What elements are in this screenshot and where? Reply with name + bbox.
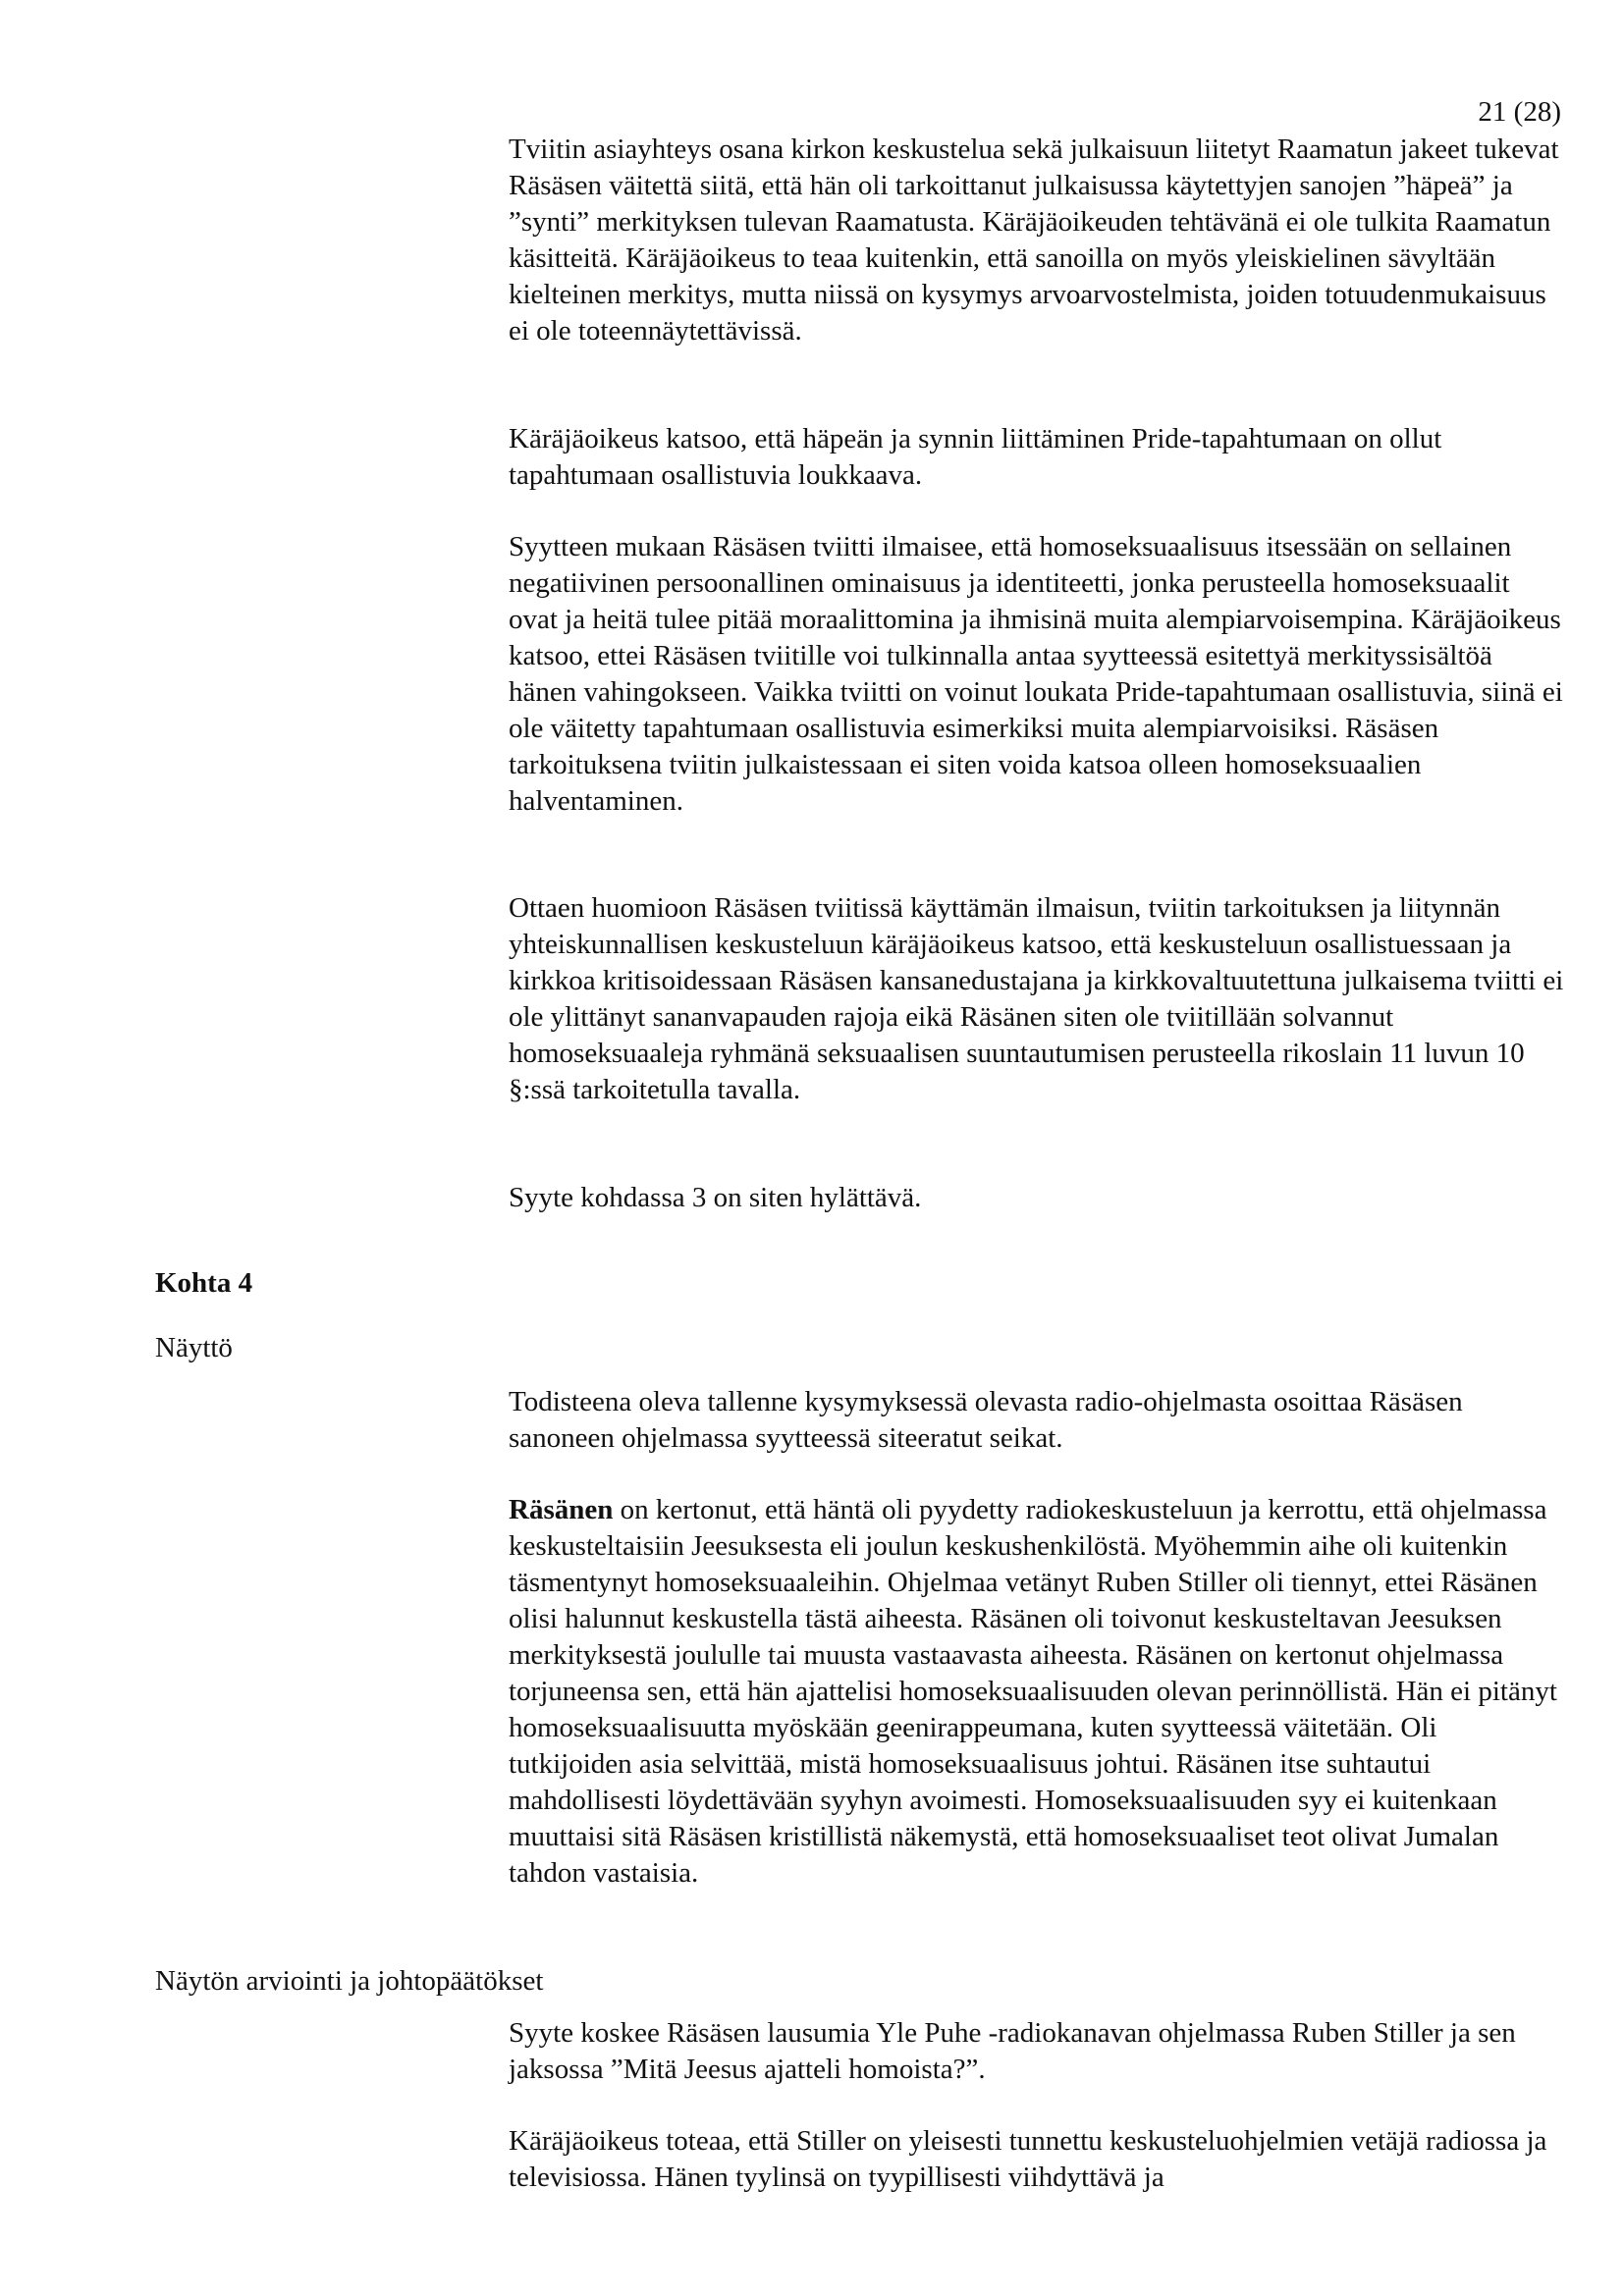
paragraph-text: Ottaen huomioon Räsäsen tviitissä käyttämän ilmaisun, tviitin tarkoituksen ja liitynnän yhteiskunnallisen keskusteluun käräjäoikeus katsoo, että keskusteluun osallistuessaan ja kirkkoa kritisoidessaan Räsäsen kansanedustajana ja kirkkovaltuutettuna julkaisema tviitti ei ole ylittänyt sananvapauden rajoja eikä Räsänen siten ole tviitillään solvannut homoseksuaaleja ryhmänä seksuaalisen suuntautumisen perusteella rikoslain 11 luvun 10 §:ssä tarkoitetulla tavalla. — [509, 892, 1564, 1105]
paragraph-text — [509, 1492, 1564, 1892]
paragraph-text: Todisteena oleva tallenne kysymyksessä olevasta radio-ohjelmasta osoittaa Räsäsen sanoneen ohjelmassa syytteessä siteeratut seikat. — [509, 1386, 1463, 1454]
side-label-evidence: Näyttö — [155, 1332, 233, 1363]
paragraph-text: Syytteen mukaan Räsäsen tviitti ilmaisee, että homoseksuaalisuus itsessään on sellainen negatiivinen persoonallinen ominaisuus ja identiteetti, jonka perusteella homoseksuaalit ovat ja heitä tulee pitää moraalittomina ja ihmisinä muita alempiarvoisempina. Käräjäoikeus katsoo, ettei Räsäsen tviitille voi tulkinnalla antaa syytteessä esitettyä merkityssisältöä hänen vahingokseen. Vaikka tviitti on voinut loukata Pride-tapahtumaan osallistuvia, siinä ei ole väitetty tapahtumaan osallistuvia esimerkiksi muita alempiarvoisiksi. Räsäsen tarkoituksena tviitin julkaistessaan ei siten voida katsoa olleen homoseksuaalien halventaminen. — [509, 531, 1563, 817]
section-heading-kohta-4: Kohta 4 — [155, 1267, 253, 1299]
paragraph-charge-dismissed — [509, 1180, 1564, 1216]
page-number: 21 (28) — [1478, 96, 1561, 128]
bold-name: Räsänen — [509, 1494, 614, 1525]
paragraph-text: Käräjäoikeus katsoo, että häpeän ja synnin liittäminen Pride-tapahtumaan on ollut tapahtumaan osallistuvia loukkaava. — [509, 423, 1442, 491]
side-label-evidence-assessment: Näytön arviointi ja johtopäätökset — [155, 1965, 544, 1997]
paragraph-text: Syyte koskee Räsäsen lausumia Yle Puhe -radiokanavan ohjelmassa Ruben Stiller ja sen jaksossa ”Mitä Jeesus ajatteli homoista?”. — [509, 2017, 1516, 2085]
paragraph-text: Syyte kohdassa 3 on siten hylättävä. — [509, 1182, 922, 1213]
paragraph-charge-interpretation — [509, 529, 1564, 820]
paragraph-text: Tviitin asiayhteys osana kirkon keskustelua sekä julkaisuun liitetyt Raamatun jakeet tukevat Räsäsen väitettä siitä, että hän oli tarkoittanut julkaisussa käytettyjen sanojen ”häpeä” ja ”synti” merkityksen tulevan Raamatusta. Käräjäoikeuden tehtävänä ei ole tulkita Raamatun käsitteitä. Käräjäoikeus to teaa kuitenkin, että sanoilla on myös yleiskielinen sävyltään kielteinen merkitys, mutta niissä on kysymys arvoarvostelmista, joiden totuudenmukaisuus ei ole toteennäytettävissä. — [509, 133, 1559, 347]
paragraph-pride-offensive — [509, 421, 1564, 494]
paragraph-charge-scope — [509, 2015, 1564, 2088]
paragraph-rasanen-statement — [509, 1492, 1564, 1892]
paragraph-tweet-context — [509, 132, 1564, 349]
paragraph-freedom-of-speech — [509, 890, 1564, 1108]
paragraph-recording-evidence — [509, 1384, 1564, 1457]
paragraph-text-rest: on kertonut, että häntä oli pyydetty radiokeskusteluun ja kerrottu, että ohjelmassa keskusteltaisiin Jeesuksesta eli joulun keskushenkilöstä. Myöhemmin aihe oli kuitenkin täsmentynyt homoseksuaaleihin. Ohjelmaa vetänyt Ruben Stiller oli tiennyt, ettei Räsänen olisi halunnut keskustella tästä aiheesta. Räsänen oli toivonut keskusteltavan Jeesuksen merkityksestä joululle tai muusta vastaavasta aiheesta. Räsänen on kertonut ohjelmassa torjuneensa sen, että hän ajattelisi homoseksuaalisuuden olevan perinnöllistä. Hän ei pitänyt homoseksuaalisuutta myöskään geenirappeumana, kuten syytteessä väitetään. Oli tutkijoiden asia selvittää, mistä homoseksuaalisuus johtui. Räsänen itse suhtautui mahdollisesti löydettävään syyhyn avoimesti. Homoseksuaalisuuden syy ei kuitenkaan muuttaisi sitä Räsäsen kristillistä näkemystä, että homoseksuaaliset teot olivat Jumalan tahdon vastaisia. — [509, 1494, 1557, 1889]
paragraph-text: Käräjäoikeus toteaa, että Stiller on yleisesti tunnettu keskusteluohjelmien vetäjä radiossa ja televisiossa. Hänen tyylinsä on tyypillisesti viihdyttävä ja — [509, 2125, 1547, 2193]
paragraph-stiller-host — [509, 2123, 1564, 2196]
